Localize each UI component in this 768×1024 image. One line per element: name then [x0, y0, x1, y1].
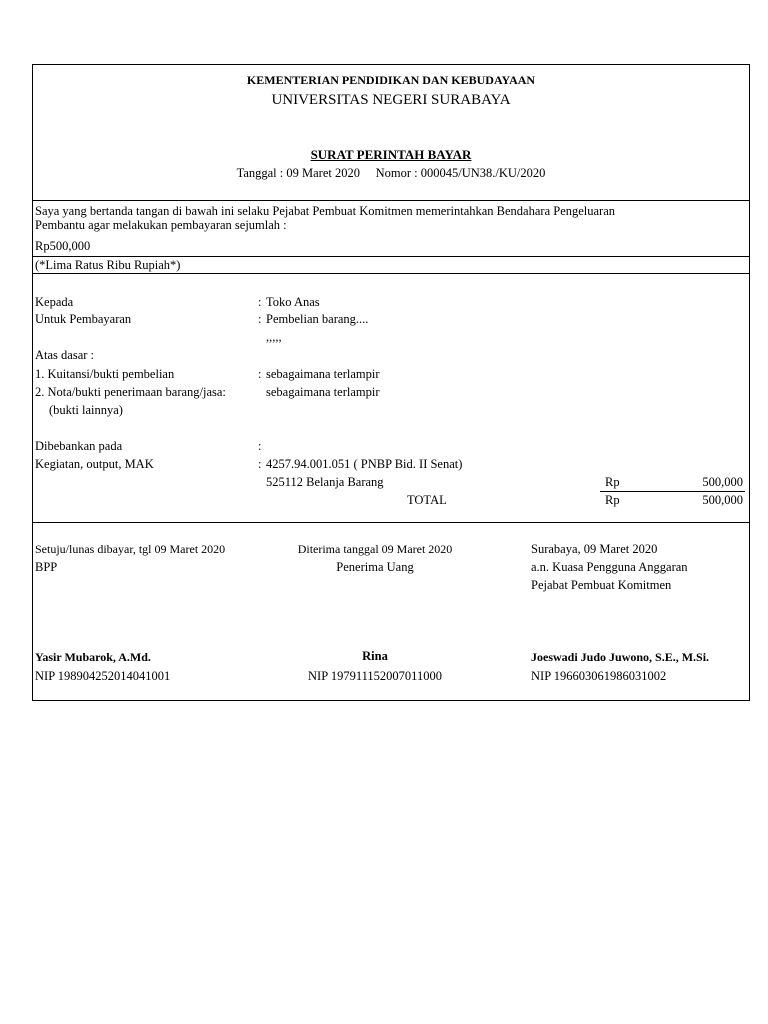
receiver-name: Rina — [362, 649, 388, 663]
amount-in-words: (*Lima Ratus Ribu Rupiah*) — [35, 258, 181, 272]
currency-label: Rp — [605, 493, 620, 507]
ministry-name: KEMENTERIAN PENDIDIKAN DAN KEBUDAYAAN — [246, 73, 536, 87]
date-number-line: Tanggal : 09 Maret 2020 Nomor : 000045/UN38./KU/2020 — [236, 166, 546, 180]
received-date: Diterima tanggal 09 Maret 2020 — [297, 542, 453, 556]
account-code: 525112 Belanja Barang — [266, 475, 384, 489]
basis-item-2-sub: (bukti lainnya) — [49, 403, 123, 417]
approval-date: Setuju/lunas dibayar, tgl 09 Maret 2020 — [35, 542, 226, 556]
recipient-label: Kepada — [35, 295, 74, 309]
colon: : — [258, 439, 262, 453]
basis-item-2-value: sebagaimana terlampir — [266, 385, 380, 399]
basis-label: Atas dasar : — [35, 348, 95, 362]
document-frame — [32, 64, 750, 701]
approver-name: Yasir Mubarok, A.Md. — [35, 650, 151, 664]
basis-item-1-value: sebagaimana terlampir — [266, 367, 380, 381]
officer-nip: NIP 196603061986031002 — [531, 669, 667, 683]
activity-label: Kegiatan, output, MAK — [35, 457, 154, 471]
colon: : — [258, 457, 262, 471]
purpose-value: Pembelian barang.... — [266, 312, 369, 326]
payment-amount: Rp500,000 — [35, 239, 91, 253]
statement-line-1: Saya yang bertanda tangan di bawah ini selaku Pejabat Pembuat Komitmen memerintahkan Bendahara Pengeluaran — [35, 204, 616, 218]
total-label: TOTAL — [407, 493, 447, 507]
activity-value: 4257.94.001.051 ( PNBP Bid. II Senat) — [266, 457, 463, 471]
approver-nip: NIP 198904252014041001 — [35, 669, 171, 683]
total-rule — [600, 491, 745, 492]
currency-label: Rp — [605, 475, 620, 489]
colon: : — [258, 312, 262, 326]
university-name: UNIVERSITAS NEGERI SURABAYA — [271, 92, 511, 108]
basis-item-1-label: 1. Kuitansi/bukti pembelian — [35, 367, 175, 381]
divider — [33, 200, 749, 201]
approver-role: BPP — [35, 560, 58, 574]
officer-name: Joeswadi Judo Juwono, S.E., M.Si. — [531, 650, 710, 664]
divider — [33, 273, 749, 274]
receiver-role: Penerima Uang — [336, 560, 414, 574]
recipient-value: Toko Anas — [266, 295, 320, 309]
officer-title: Pejabat Pembuat Komitmen — [531, 578, 672, 592]
receiver-nip: NIP 197911152007011000 — [308, 669, 442, 683]
authority-line: a.n. Kuasa Pengguna Anggaran — [531, 560, 688, 574]
divider — [33, 522, 749, 523]
purpose-value-continued: ,,,,, — [266, 330, 282, 344]
statement-line-2: Pembantu agar melakukan pembayaran sejumlah : — [35, 218, 287, 232]
document-title: SURAT PERINTAH BAYAR — [310, 147, 472, 162]
basis-item-2-label: 2. Nota/bukti penerimaan barang/jasa: — [35, 385, 226, 399]
signing-place-date: Surabaya, 09 Maret 2020 — [531, 542, 658, 556]
divider — [33, 256, 749, 257]
colon: : — [258, 295, 262, 309]
charged-to-label: Dibebankan pada — [35, 439, 123, 453]
total-amount: 500,000 — [702, 493, 743, 507]
line-amount: 500,000 — [702, 475, 743, 489]
colon: : — [258, 367, 262, 381]
purpose-label: Untuk Pembayaran — [35, 312, 132, 326]
